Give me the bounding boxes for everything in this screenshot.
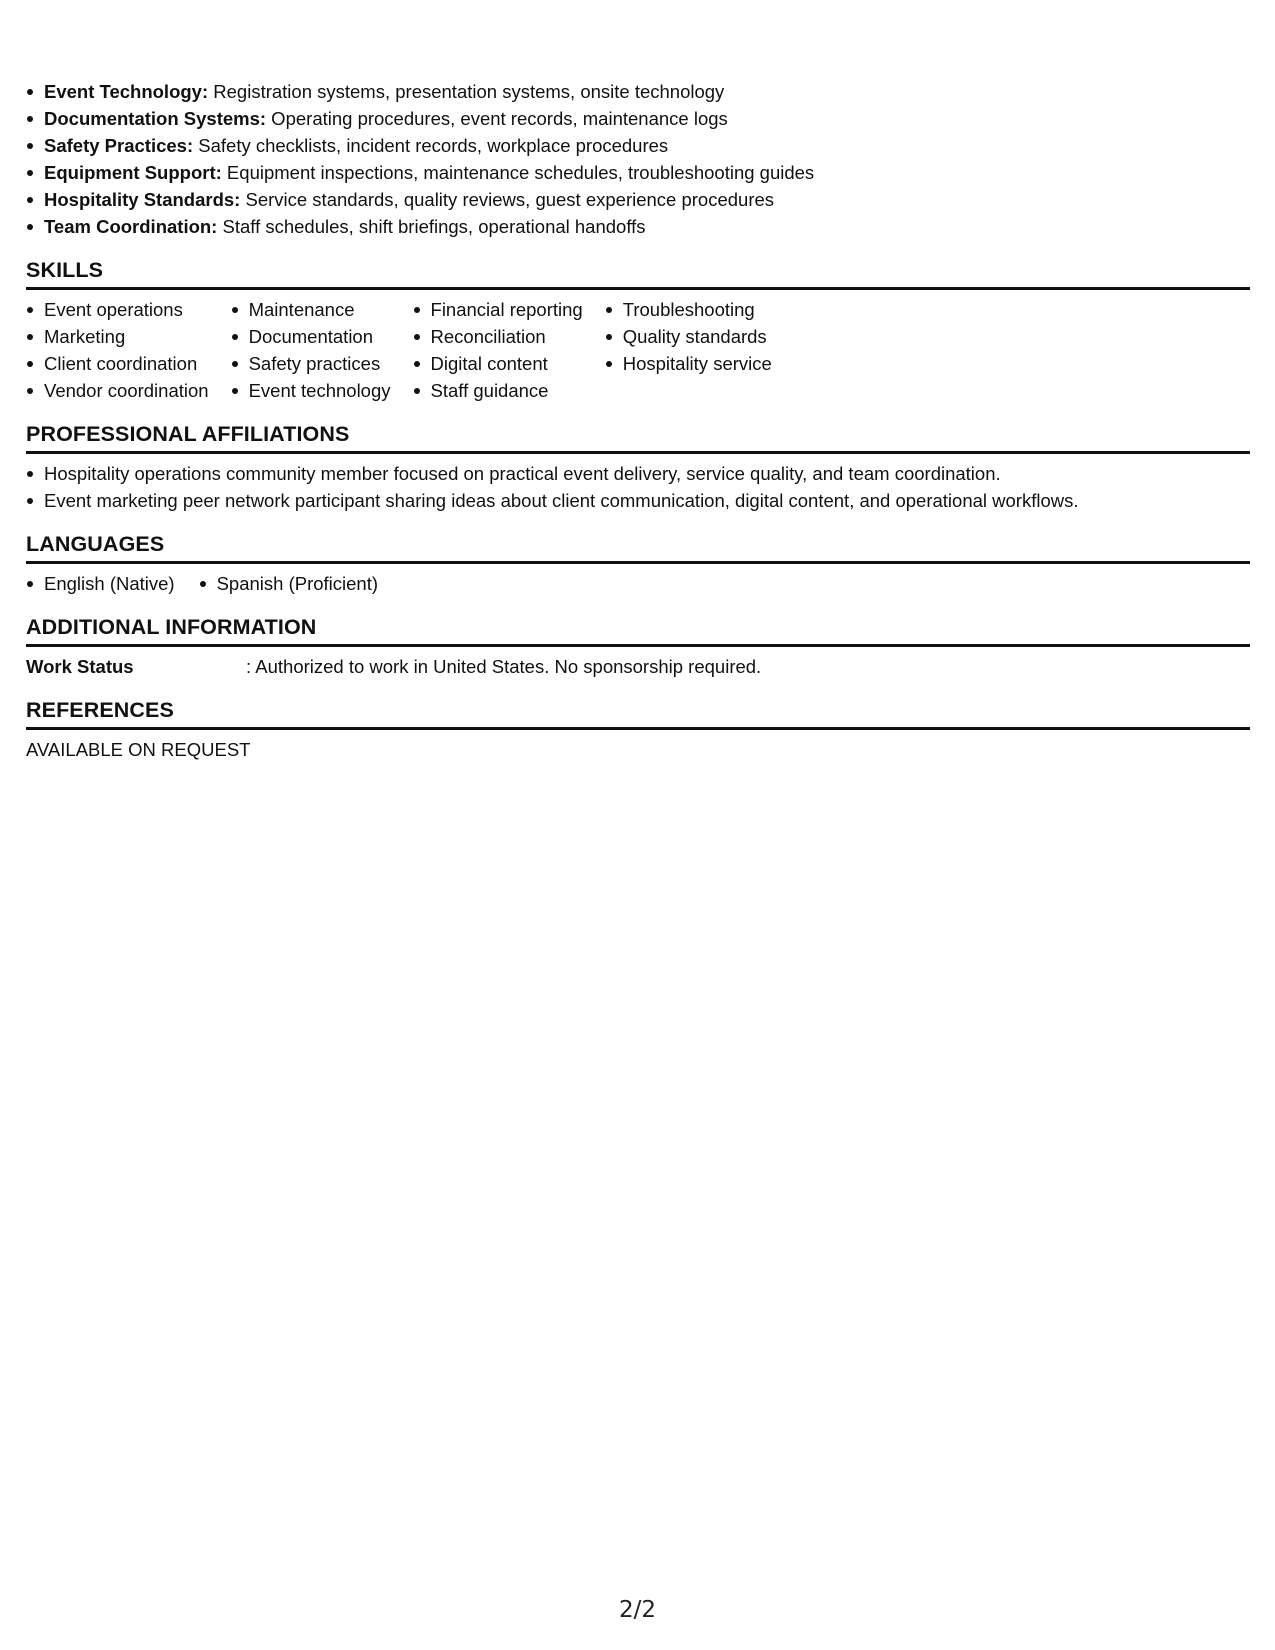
list-item	[26, 159, 1250, 186]
list-item	[26, 186, 1250, 213]
additional-section	[26, 614, 1250, 680]
list-item-term: Event Technology:	[44, 81, 209, 102]
affiliation-item: Hospitality operations community member focused on practical event delivery, service quality, and team coordination.	[26, 460, 1250, 487]
list-item-text: Operating procedures, event records, maintenance logs	[266, 108, 728, 129]
work-status-value: : Authorized to work in United States. No sponsorship required.	[246, 656, 762, 677]
work-status-row	[26, 653, 1250, 680]
work-status-label: Work Status	[26, 656, 134, 677]
skill-item: Event operations	[26, 296, 209, 323]
list-item-term: Safety Practices:	[44, 135, 194, 156]
skills-column	[231, 296, 391, 404]
affiliation-item: Event marketing peer network participant sharing ideas about client communication, digital content, and operational workflows.	[26, 487, 1250, 514]
skill-item: Financial reporting	[413, 296, 583, 323]
list-item-term: Hospitality Standards:	[44, 189, 241, 210]
skill-item: Reconciliation	[413, 323, 583, 350]
skill-item: Vendor coordination	[26, 377, 209, 404]
language-item: English (Native)	[26, 570, 175, 597]
skill-item: Event technology	[231, 377, 391, 404]
list-item	[26, 213, 1250, 240]
skills-column	[605, 296, 772, 404]
skill-item: Marketing	[26, 323, 209, 350]
skill-item: Client coordination	[26, 350, 209, 377]
affiliations-list	[26, 460, 1250, 514]
references-text: AVAILABLE ON REQUEST	[26, 739, 251, 760]
list-item-text: Registration systems, presentation systems, onsite technology	[208, 81, 725, 102]
list-item-text: Staff schedules, shift briefings, operational handoffs	[217, 216, 646, 237]
skills-column	[413, 296, 583, 404]
languages-list	[26, 570, 1250, 597]
list-item-text: Safety checklists, incident records, workplace procedures	[193, 135, 669, 156]
languages-section	[26, 531, 1250, 597]
affiliations-section	[26, 421, 1250, 514]
skill-item: Quality standards	[605, 323, 772, 350]
list-item	[26, 132, 1250, 159]
language-item: Spanish (Proficient)	[199, 570, 378, 597]
skill-item: Troubleshooting	[605, 296, 772, 323]
section-title-languages: LANGUAGES	[26, 531, 1250, 564]
section-title-references: REFERENCES	[26, 697, 1250, 730]
list-item	[26, 105, 1250, 132]
section-title-affiliations: PROFESSIONAL AFFILIATIONS	[26, 421, 1250, 454]
skill-item: Safety practices	[231, 350, 391, 377]
list-item-term: Documentation Systems:	[44, 108, 267, 129]
skills-grid	[26, 296, 1250, 404]
skill-item: Staff guidance	[413, 377, 583, 404]
section-title-additional: ADDITIONAL INFORMATION	[26, 614, 1250, 647]
list-item-term: Team Coordination:	[44, 216, 218, 237]
section-title-skills: SKILLS	[26, 257, 1250, 290]
expertise-list	[26, 78, 1250, 240]
skills-column	[26, 296, 209, 404]
skill-item: Digital content	[413, 350, 583, 377]
list-item-term: Equipment Support:	[44, 162, 222, 183]
list-item-text: Service standards, quality reviews, guest experience procedures	[240, 189, 775, 210]
resume-page	[26, 78, 1250, 763]
page-number: 2/2	[618, 1597, 656, 1623]
references-section	[26, 697, 1250, 763]
skill-item: Maintenance	[231, 296, 391, 323]
skill-item: Hospitality service	[605, 350, 772, 377]
list-item-text: Equipment inspections, maintenance schedules, troubleshooting guides	[221, 162, 815, 183]
skill-item: Documentation	[231, 323, 391, 350]
skills-section	[26, 257, 1250, 404]
list-item	[26, 78, 1250, 105]
